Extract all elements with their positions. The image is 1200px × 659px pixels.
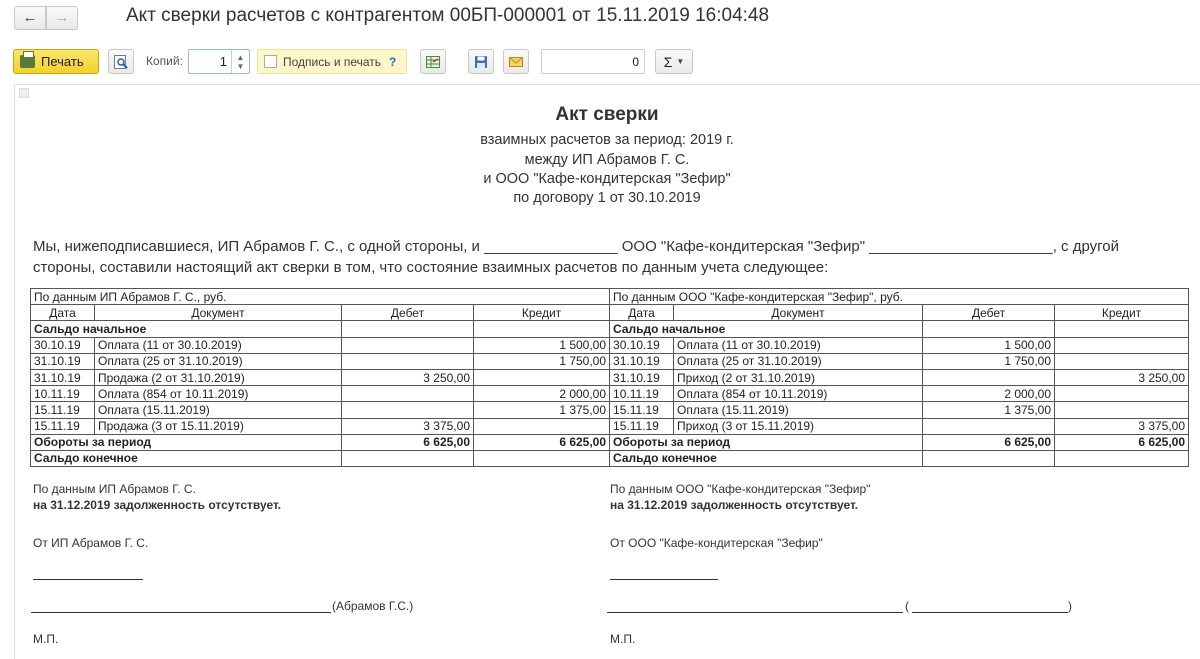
floppy-disk-icon (473, 54, 489, 70)
row-debit (342, 353, 474, 369)
table-row (31, 353, 1189, 369)
envelope-icon (508, 54, 524, 70)
left-stamp-place: М.П. (33, 632, 59, 646)
intro-text-line-2: стороны, составили настоящий акт сверки в том, что состояние взаимных расчетов по данным учета следующее: (33, 259, 829, 276)
row-debit: 3 375,00 (342, 418, 474, 434)
sign-and-print-toggle[interactable] (257, 49, 407, 74)
closing-balance-label: Сальдо конечное (31, 450, 342, 466)
right-by-data-text: По данным ООО "Кафе-кондитерская "Зефир" (610, 482, 871, 496)
row-date: 10.11.19 (610, 386, 674, 402)
row-date: 15.11.19 (31, 402, 95, 418)
row-date: 10.11.19 (31, 386, 95, 402)
right-signature-close-paren: ) (1068, 599, 1072, 613)
intro-text-line-1: Мы, нижеподписавшиеся, ИП Абрамов Г. С., с одной стороны, и ________________ ООО "Кафе-кондитерская "Зефир" ______________________, с другой (33, 238, 1120, 255)
sign-and-print-checkbox[interactable] (264, 55, 277, 68)
row-date: 31.10.19 (31, 369, 95, 385)
left-party-header: По данным ИП Абрамов Г. С., руб. (31, 289, 610, 305)
row-debit: 1 500,00 (923, 337, 1055, 353)
row-document: Продажа (2 от 31.10.2019) (95, 369, 342, 385)
column-header-document: Документ (674, 305, 923, 321)
copies-value: 1 (219, 54, 227, 69)
row-credit (1055, 337, 1189, 353)
print-button-label: Печать (41, 54, 84, 69)
table-row (31, 418, 1189, 434)
row-credit (474, 369, 610, 385)
table-cell (923, 321, 1055, 337)
sum-field[interactable]: 0 (541, 49, 645, 74)
row-debit (923, 369, 1055, 385)
row-credit: 1 375,00 (474, 402, 610, 418)
right-signature-open-paren: ( (905, 599, 909, 613)
table-party-header-row (31, 289, 1189, 305)
row-date: 30.10.19 (31, 337, 95, 353)
printer-icon (20, 55, 35, 68)
right-position-line (610, 579, 718, 580)
row-credit: 3 250,00 (1055, 369, 1189, 385)
row-document: Оплата (25 от 31.10.2019) (95, 353, 342, 369)
row-debit (342, 337, 474, 353)
row-debit (923, 418, 1055, 434)
row-credit: 3 375,00 (1055, 418, 1189, 434)
copies-input[interactable] (188, 49, 250, 74)
left-signatory-from: От ИП Абрамов Г. С. (33, 536, 149, 550)
copies-stepper[interactable] (231, 50, 249, 73)
help-icon[interactable]: ? (389, 54, 397, 69)
row-credit (474, 418, 610, 434)
row-credit: 1 750,00 (474, 353, 610, 369)
left-signature-name: (Абрамов Г.С.) (332, 599, 414, 613)
table-cell (474, 450, 610, 466)
document-subtitle-and: и ООО "Кафе-кондитерская "Зефир" (483, 171, 731, 187)
table-column-header-row (31, 305, 1189, 321)
turnover-debit: 6 625,00 (923, 434, 1055, 450)
table-cell (342, 321, 474, 337)
title-bar (0, 0, 1200, 38)
table-cell (923, 450, 1055, 466)
row-document: Оплата (25 от 31.10.2019) (674, 353, 923, 369)
column-header-credit: Кредит (474, 305, 610, 321)
document-subtitle-between: между ИП Абрамов Г. С. (524, 152, 690, 168)
row-date: 15.11.19 (610, 418, 674, 434)
left-signature-line (31, 612, 331, 613)
row-credit (1055, 386, 1189, 402)
row-document: Оплата (854 от 10.11.2019) (674, 386, 923, 402)
row-credit: 2 000,00 (474, 386, 610, 402)
window-title: Акт сверки расчетов с контрагентом 00БП-000001 от 15.11.2019 16:04:48 (126, 5, 770, 26)
turnover-credit: 6 625,00 (1055, 434, 1189, 450)
stepper-up-icon[interactable]: ▲ (236, 52, 245, 62)
turnover-label: Обороты за период (610, 434, 923, 450)
row-credit (1055, 402, 1189, 418)
row-document: Приход (2 от 31.10.2019) (674, 369, 923, 385)
copies-label: Копий: (146, 54, 183, 68)
table-row (31, 337, 1189, 353)
right-debt-statement: на 31.12.2019 задолженность отсутствует. (610, 498, 859, 512)
save-button[interactable] (468, 49, 494, 74)
right-stamp-place: М.П. (610, 632, 636, 646)
row-debit: 1 750,00 (923, 353, 1055, 369)
table-cell (342, 450, 474, 466)
row-credit (1055, 353, 1189, 369)
row-debit: 2 000,00 (923, 386, 1055, 402)
row-debit (342, 386, 474, 402)
row-debit (342, 402, 474, 418)
back-button[interactable]: ← (14, 6, 46, 30)
right-signature-line (607, 612, 903, 613)
table-cell (474, 321, 610, 337)
send-email-button[interactable] (503, 49, 529, 74)
column-header-date: Дата (31, 305, 95, 321)
opening-balance-label: Сальдо начальное (31, 321, 342, 337)
row-document: Оплата (15.11.2019) (95, 402, 342, 418)
right-signature-name-line (912, 612, 1068, 613)
row-date: 30.10.19 (610, 337, 674, 353)
column-header-debit: Дебет (342, 305, 474, 321)
row-document: Продажа (3 от 15.11.2019) (95, 418, 342, 434)
column-header-credit: Кредит (1055, 305, 1189, 321)
magnifier-icon (113, 54, 129, 70)
document-corner-marker (19, 88, 29, 98)
table-row (31, 369, 1189, 385)
sigma-icon: Σ (663, 53, 673, 70)
chevron-down-icon: ▼ (676, 57, 685, 66)
left-debt-statement: на 31.12.2019 задолженность отсутствует. (33, 498, 282, 512)
forward-button[interactable]: → (46, 6, 78, 30)
document-subtitle-period: взаимных расчетов за период: 2019 г. (480, 132, 734, 148)
save-to-spreadsheet-button[interactable] (420, 49, 446, 74)
table-cell (1055, 321, 1189, 337)
row-document: Оплата (11 от 30.10.2019) (95, 337, 342, 353)
document-subtitle-contract: по договору 1 от 30.10.2019 (513, 190, 701, 206)
right-party-header: По данным ООО "Кафе-кондитерская "Зефир", руб. (610, 289, 1189, 305)
row-debit: 3 250,00 (342, 369, 474, 385)
left-position-line (33, 579, 143, 580)
row-document: Оплата (11 от 30.10.2019) (674, 337, 923, 353)
row-document: Оплата (854 от 10.11.2019) (95, 386, 342, 402)
opening-balance-row (31, 321, 1189, 337)
sum-mode-dropdown[interactable] (655, 49, 693, 74)
reconciliation-table (30, 288, 1189, 467)
spreadsheet-icon (425, 54, 441, 70)
column-header-date: Дата (610, 305, 674, 321)
sign-and-print-label: Подпись и печать (283, 54, 382, 69)
row-date: 31.10.19 (31, 353, 95, 369)
left-by-data-text: По данным ИП Абрамов Г. С. (33, 482, 196, 496)
turnover-label: Обороты за период (31, 434, 342, 450)
turnover-debit: 6 625,00 (342, 434, 474, 450)
closing-balance-label: Сальдо конечное (610, 450, 923, 466)
opening-balance-label: Сальдо начальное (610, 321, 923, 337)
table-row (31, 386, 1189, 402)
turnover-credit: 6 625,00 (474, 434, 610, 450)
table-row (31, 402, 1189, 418)
document-title: Акт сверки (555, 104, 659, 125)
preview-button[interactable] (108, 49, 134, 74)
row-date: 31.10.19 (610, 353, 674, 369)
row-debit: 1 375,00 (923, 402, 1055, 418)
turnover-row (31, 434, 1189, 450)
closing-balance-row (31, 450, 1189, 466)
row-document: Приход (3 от 15.11.2019) (674, 418, 923, 434)
toolbar (0, 44, 1200, 80)
row-credit: 1 500,00 (474, 337, 610, 353)
right-signatory-from: От ООО "Кафе-кондитерская "Зефир" (610, 536, 823, 550)
stepper-down-icon[interactable]: ▼ (236, 61, 245, 71)
row-date: 31.10.19 (610, 369, 674, 385)
column-header-debit: Дебет (923, 305, 1055, 321)
print-button[interactable] (13, 49, 99, 74)
table-cell (1055, 450, 1189, 466)
row-date: 15.11.19 (610, 402, 674, 418)
row-document: Оплата (15.11.2019) (674, 402, 923, 418)
column-header-document: Документ (95, 305, 342, 321)
row-date: 15.11.19 (31, 418, 95, 434)
